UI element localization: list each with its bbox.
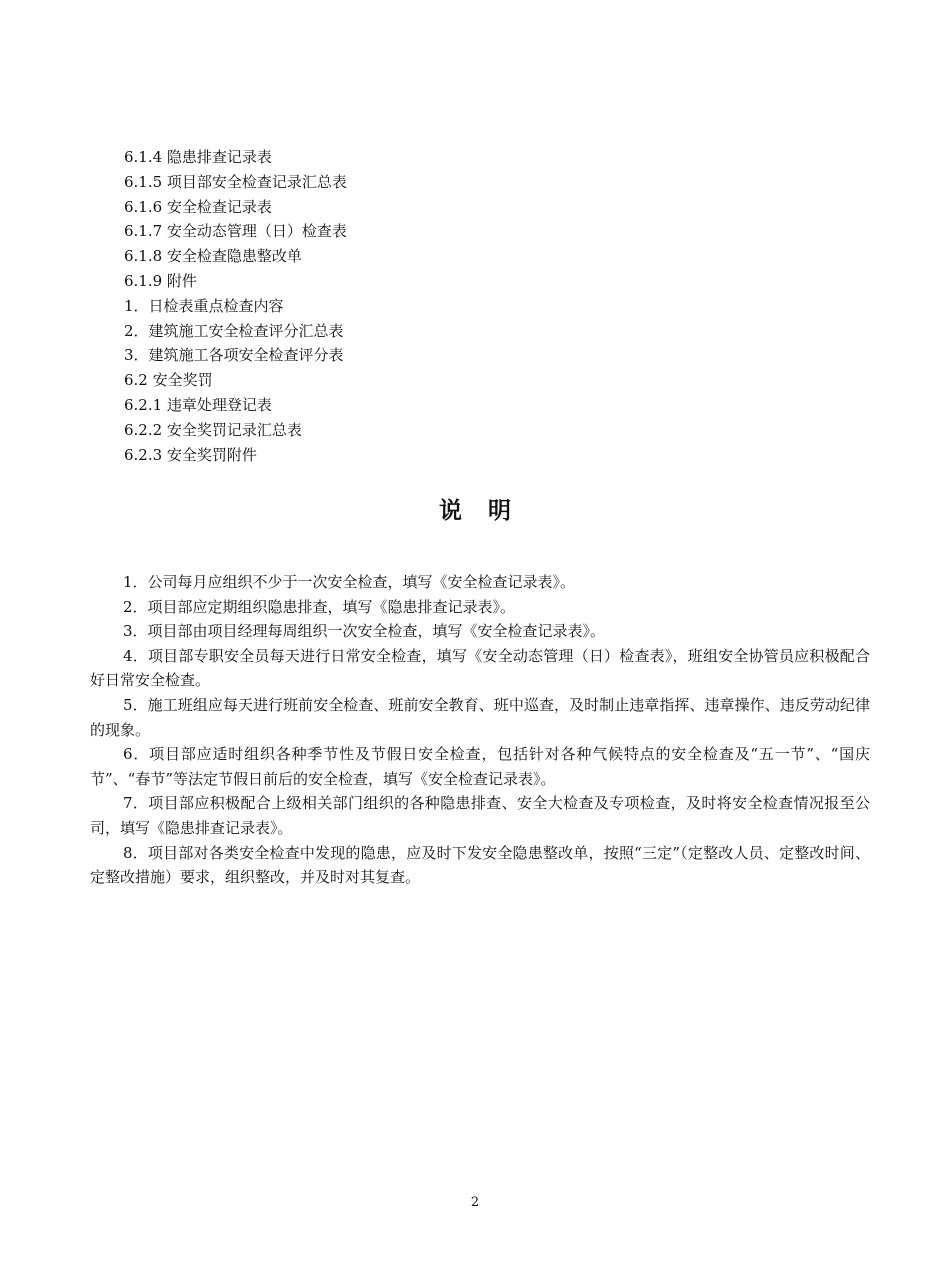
table-of-contents	[124, 145, 824, 467]
page-number: 2	[470, 1195, 480, 1210]
note-paragraph: 6．项目部应适时组织各种季节性及节假日安全检查，包括针对各种气候特点的安全检查及“五一节”、“国庆节”、“春节”等法定节假日前后的安全检查，填写《安全检查记录表》。	[90, 745, 870, 788]
toc-item: 6.1.7 安全动态管理（日）检查表	[124, 222, 347, 241]
note-paragraph: 1．公司每月应组织不少于一次安全检查，填写《安全检查记录表》。	[123, 573, 576, 591]
note-paragraph: 7．项目部应积极配合上级相关部门组织的各种隐患排查、安全大检查及专项检查，及时将安全检查情况报至公司，填写《隐患排查记录表》。	[90, 794, 870, 837]
toc-item: 6.2 安全奖罚	[124, 371, 213, 390]
toc-item: 6.2.3 安全奖罚附件	[124, 445, 257, 464]
toc-item: 6.1.8 安全检查隐患整改单	[124, 247, 302, 266]
note-paragraph: 5．施工班组应每天进行班前安全检查、班前安全教育、班中巡查，及时制止违章指挥、违章操作、违反劳动纪律的现象。	[90, 695, 870, 739]
section-title: 说明	[439, 497, 537, 524]
toc-item: 6.2.2 安全奖罚记录汇总表	[124, 420, 302, 439]
toc-item: 6.1.5 项目部安全检查记录汇总表	[124, 172, 347, 191]
toc-item: 6.1.9 附件	[124, 271, 197, 290]
note-paragraph: 2．项目部应定期组织隐患排查，填写《隐患排查记录表》。	[123, 597, 516, 616]
toc-item: 3．建筑施工各项安全检查评分表	[124, 346, 344, 365]
toc-item: 2．建筑施工安全检查评分汇总表	[124, 321, 344, 340]
toc-item: 1．日检表重点检查内容	[124, 296, 284, 315]
toc-item: 6.2.1 违章处理登记表	[124, 395, 272, 414]
toc-item: 6.1.6 安全检查记录表	[124, 197, 272, 216]
note-paragraph: 3．项目部由项目经理每周组织一次安全检查，填写《安全检查记录表》。	[123, 622, 606, 641]
note-paragraph: 8．项目部对各类安全检查中发现的隐患，应及时下发安全隐患整改单，按照“三定”（定整改人员、定整改时间、定整改措施）要求，组织整改，并及时对其复查。	[90, 843, 870, 887]
notes-list	[90, 570, 870, 890]
note-paragraph: 4．项目部专职安全员每天进行日常安全检查，填写《安全动态管理（日）检查表》，班组安全协管员应积极配合好日常安全检查。	[90, 646, 870, 690]
toc-item: 6.1.4 隐患排查记录表	[124, 148, 272, 166]
